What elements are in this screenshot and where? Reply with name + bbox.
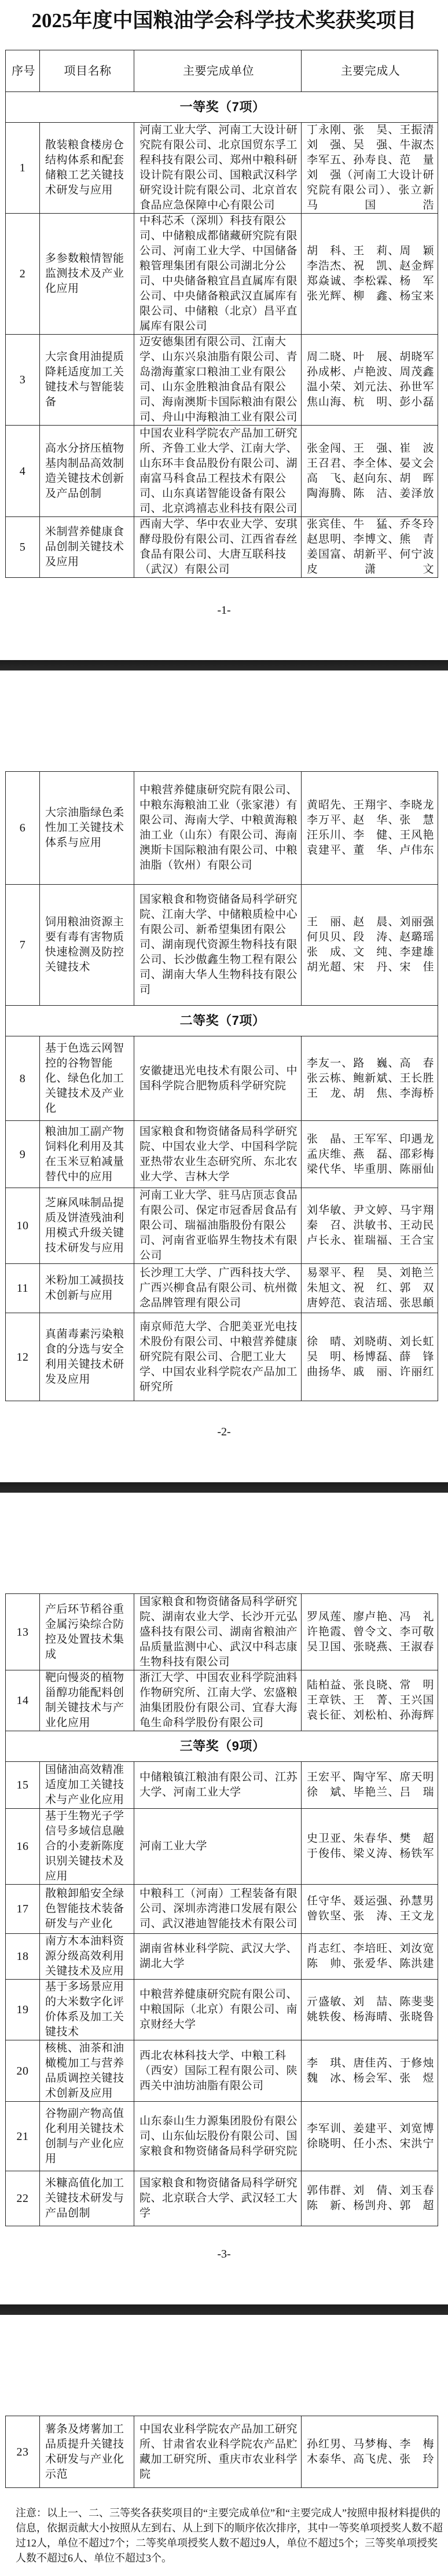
header-project-name: 项目名称 [40,50,134,92]
completing-units: 中储粮镇江粮油有限公司、江苏大学、河南工业大学 [134,1762,302,1809]
people-line: 何贝贝、段 涛、赵璐瑶 [307,931,434,943]
people-line: 任守华、聂运强、孙慧男 [307,1895,434,1907]
people-line: 陈 帅、张爱华、陈洪建 [307,1958,434,1970]
people-line: 许艳霞、曾令文、李可敬 [307,1625,434,1638]
project-name: 核桃、油茶和油橄榄加工与营养品质调控关键技术创新及应用 [40,2040,134,2102]
serial-number: 11 [6,1264,40,1313]
serial-number: 8 [6,1036,40,1121]
project-name: 粮油加工副产物饲料化利用及其在玉米豆粕减量替代中的应用 [40,1121,134,1188]
table-row [6,1885,438,1934]
people-line: 焦山海、杭 明、彭小磊 [307,396,434,408]
document-page-4 [0,2315,448,2576]
completing-people [302,1121,438,1188]
serial-number: 10 [6,1188,40,1264]
table-row [6,1188,438,1264]
completing-people [302,1264,438,1313]
people-line: 张 成、文 纯、李建雄 [307,946,434,958]
project-name: 散装粮食楼房仓结构体系和配套储粮工艺关键技术研发与应用 [40,123,134,214]
header-people: 主要完成人 [302,50,438,92]
project-name: 散粮卸船安全绿色智能技术装备研发与产业化 [40,1885,134,1934]
people-line: 卢长永、崔瑞福、王合宝 [307,1234,434,1247]
completing-units: 河南工业大学 [134,1809,302,1885]
project-name: 靶向慢炎的植物甾醇功能配料创制关键技术与产业化应用 [40,1670,134,1731]
people-line: 吴 明、杨博磊、薛 锋 [307,1350,434,1363]
people-line: 曾钦坚、张 涛、王文龙 [307,1910,434,1922]
people-line: 郑焱诚、李松霖、杨 军 [307,275,434,287]
project-name: 基于色选云网智控的谷物智能化、绿色化加工关键技术及产业化 [40,1036,134,1121]
award-section-heading: 一等奖（7项） [6,92,438,123]
table-row [6,517,438,578]
header-units: 主要完成单位 [134,50,302,92]
people-line: 皮潇文 [307,563,434,576]
award-section-heading: 三等奖（9项） [6,1731,438,1762]
people-line: 刘 强（河南工大设计研 [307,169,434,181]
people-line: 姚轶俊、杨海晴、张晓鲁 [307,2011,434,2023]
serial-number: 3 [6,335,40,426]
completing-people [302,1809,438,1885]
people-line: 究院有限公司）、张立新 [307,184,434,196]
people-line: 唐婷范、袁洁瑶、张思頔 [307,1297,434,1309]
completing-people [302,2416,438,2488]
award-section-heading: 二等奖（7项） [6,1006,438,1036]
people-line: 史卫亚、朱春华、樊 超 [307,1833,434,1845]
completing-people [302,885,438,1006]
people-line: 罗凤莲、廖卢艳、冯 礼 [307,1610,434,1623]
completing-people [302,1980,438,2040]
completing-units: 安徽捷迅光电技术有限公司、中国科学院合肥物质科学研究院 [134,1036,302,1121]
completing-units: 国家粮食和物资储备局科学研究院、江南大学、中储粮质检中心有限公司、新希望集团有限公司、湖南现代资源生物科技有限公司、长沙傲鑫生物工程有限公司、湖南大华人生物科技有限公司 [134,885,302,1006]
completing-units: 西南大学、华中农业大学、安琪酵母股份有限公司、江西省春丝食品有限公司、大唐互联科技（武汉）有限公司 [134,517,302,578]
table-header-row [6,50,438,92]
project-name: 大宗油脂绿色柔性加工关键技术体系与应用 [40,772,134,885]
table-row [6,772,438,885]
people-line: 刘 强、吴 强、牛淑杰 [307,139,434,151]
people-line: 于俊伟、梁义涛、杨铁军 [307,1848,434,1860]
document-page-2 [0,670,448,1482]
page-separator [0,2304,448,2315]
page-separator [0,660,448,670]
people-line: 黄昭先、王翔宇、李晓龙 [307,799,434,811]
project-name: 谷物副产物高值化利用关键技术创制与产业化应用 [40,2102,134,2171]
awards-table [5,2416,438,2488]
page-number: -3- [217,2248,231,2260]
table-row [6,885,438,1006]
completing-people [302,1885,438,1934]
people-line: 张 晶、王军军、印遇龙 [307,1133,434,1145]
people-line: 赵思明、李博文、熊 青 [307,533,434,545]
table-row [6,426,438,517]
serial-number: 18 [6,1934,40,1980]
people-line: 徐 晴、刘晓萌、刘长虹 [307,1335,434,1348]
people-line: 朱旭文、祝 红、郭 双 [307,1282,434,1294]
people-line: 李军五、孙寿良、范 量 [307,154,434,166]
people-line: 汪乐川、李 健、王风艳 [307,829,434,841]
table-row [6,1670,438,1731]
project-name: 米制营养健康食品创制关键技术及应用 [40,517,134,578]
page-number: -1- [217,604,231,617]
people-line: 陆柏益、张良晓、常 明 [307,1679,434,1691]
completing-units: 河南工业大学、河南工大设计研究院有限公司、北京国贸东孚工程科技有限公司、郑州中粮科研设计院有限公司、国粮武汉科学研究设计院有限公司、北京首农食品应急保障中心有限公司 [134,123,302,214]
project-name: 产后环节稻谷重金属污染综合防控及处置技术集成 [40,1594,134,1670]
table-row [6,2102,438,2171]
completing-people [302,772,438,885]
table-row [6,2171,438,2226]
page-number: -2- [217,1426,231,1438]
people-line: 李万平、赵 华、张 慧 [307,814,434,826]
serial-number: 7 [6,885,40,1006]
serial-number: 12 [6,1313,40,1401]
completing-people [302,1762,438,1809]
serial-number: 20 [6,2040,40,2102]
people-line: 王 龙、胡 焦、李海桥 [307,1087,434,1100]
project-name: 多参数粮情智能监测技术及产业化应用 [40,214,134,335]
people-line: 徐晓明、任小杰、宋洪宁 [307,2137,434,2150]
completing-people [302,2102,438,2171]
people-line: 孙红男、马梦梅、李 梅 [307,2438,434,2450]
people-line: 王宏平、陶守军、席天明 [307,1771,434,1783]
completing-units: 国家粮食和物资储备局科学研究院、湖南农业大学、长沙开元弘盛科技有限公司、湖南省粮油产品质量监测中心、武汉中科志康生物科技有限公司 [134,1594,302,1670]
people-line: 秦 召、洪敏书、王动民 [307,1219,434,1232]
project-name: 大宗食用油提质降耗适度加工关键技术与智能装备 [40,335,134,426]
project-name: 高水分挤压植物基肉制品高效制造关键技术创新及产品创制 [40,426,134,517]
people-line: 陶海腾、陈 洁、姜泽放 [307,487,434,500]
table-row [6,2416,438,2488]
people-line: 李浩杰、祝 凯、赵金辉 [307,260,434,272]
completing-units: 南京师范大学、合肥美亚光电技术股份有限公司、中粮营养健康研究院有限公司、合肥工业大学、中国农业科学院农产品加工研究所 [134,1313,302,1401]
award-section-row [6,1006,438,1036]
people-line: 袁长征、刘松柏、孙海辉 [307,1709,434,1721]
serial-number: 4 [6,426,40,517]
people-line: 亓盛敏、刘 喆、陈斐斐 [307,1996,434,2008]
serial-number: 13 [6,1594,40,1670]
people-line: 李 琪、唐佳芮、于修烛 [307,2057,434,2069]
people-line: 王 丽、赵 晨、刘丽强 [307,916,434,928]
people-line: 姜国富、胡新平、何宁波 [307,548,434,560]
completing-people [302,517,438,578]
completing-units: 浙江大学、中国农业科学院油料作物研究所、江南大学、宏盛粮油集团股份有限公司、宜春大海龟生命科学股份有限公司 [134,1670,302,1731]
serial-number: 15 [6,1762,40,1809]
people-line: 郭伟群、刘 倩、刘玉春 [307,2185,434,2197]
award-section-row [6,92,438,123]
people-line: 张光辉、柳 鑫、杨宝来 [307,290,434,302]
completing-units: 国家粮食和物资储备局科学研究院、北京联合大学、武汉轻工大学 [134,2171,302,2226]
table-row [6,1313,438,1401]
project-name: 芝麻风味制品提质及饼渣残油利用模式升级关键技术研发与应用 [40,1188,134,1264]
serial-number: 14 [6,1670,40,1731]
completing-units: 山东泰山生力源集团股份有限公司、山东仙坛股份有限公司、国家粮食和物资储备局科学研究院 [134,2102,302,2171]
serial-number: 5 [6,517,40,578]
project-name: 南方木本油料资源分级高效利用关键技术及应用 [40,1934,134,1980]
table-row [6,1762,438,1809]
completing-people [302,2040,438,2102]
completing-units: 中国农业科学院农产品加工研究所、甘肃省农业科学院农产品贮藏加工研究所、重庆市农业科学院 [134,2416,302,2488]
people-line: 王召君、李全体、晏文会 [307,457,434,470]
people-line: 易翠平、程 昊、刘艳兰 [307,1267,434,1279]
project-name: 饲用粮油资源主要有毒有害物质快速检测及防控关键技术 [40,885,134,1006]
people-line: 张宾佳、牛 猛、乔冬玲 [307,518,434,530]
people-line: 刘华敏、尹文婷、马宇翔 [307,1204,434,1216]
people-line: 张云栋、鲍新斌、王长胜 [307,1072,434,1084]
completing-people [302,426,438,517]
serial-number: 9 [6,1121,40,1188]
header-serial: 序号 [6,50,40,92]
completing-units: 中粮营养健康研究院有限公司、中粮国际（北京）有限公司、南京财经大学 [134,1980,302,2040]
table-row [6,1934,438,1980]
table-row [6,123,438,214]
table-row [6,1264,438,1313]
people-line: 魏 冰、杨会军、张 煜 [307,2072,434,2084]
completing-people [302,1036,438,1121]
completing-people [302,1934,438,1980]
people-line: 李军训、姜建平、刘宽博 [307,2122,434,2135]
serial-number: 19 [6,1980,40,2040]
completing-units: 中粮营养健康研究院有限公司、中粮东海粮油工业（张家港）有限公司、海南大学、中粮黄海粮油工业（山东）有限公司、海南澳斯卡国际粮油有限公司、中粮油脂（钦州）有限公司 [134,772,302,885]
people-line: 温小荣、刘元法、孙世军 [307,381,434,393]
completing-people [302,2171,438,2226]
project-name: 薯条及烤薯加工品质提升关键技术研发与产业化示范 [40,2416,134,2488]
serial-number: 2 [6,214,40,335]
people-line: 徐 斌、毕艳兰、吕 瑞 [307,1786,434,1798]
document-title: 2025年度中国粮油学会科学技术奖获奖项目 [31,9,417,32]
people-line: 丁永刚、张 昊、王振清 [307,124,434,136]
completing-units: 中粮科工（河南）工程装备有限公司、深圳赤湾港口发展有限公司、武汉港迪智能技术有限公司 [134,1885,302,1934]
completing-people [302,1594,438,1670]
page-separator [0,1482,448,1493]
serial-number: 6 [6,772,40,885]
project-name: 基于生物光子学信号多域信息融合的小麦新陈度识别关键技术及应用 [40,1809,134,1885]
completing-units: 西北农林科技大学、中粮工科（西安）国际工程有限公司、陕西关中油坊油脂有限公司 [134,2040,302,2102]
completing-people [302,214,438,335]
people-line: 孟庆维、燕 磊、邵彩梅 [307,1148,434,1160]
people-line: 周二晓、叶 展、胡晓军 [307,351,434,363]
table-row [6,1036,438,1121]
people-line: 曲扬华、戚 丽、许丽红 [307,1365,434,1378]
table-row [6,1594,438,1670]
document-page-1 [0,0,448,660]
project-name: 国储油高效精准适度加工关键技术与产业化应用 [40,1762,134,1809]
people-line: 吴卫国、张晓燕、王淑春 [307,1640,434,1653]
project-name: 米糠高值化加工关键技术研发与产品创制 [40,2171,134,2226]
table-row [6,2040,438,2102]
project-name: 真菌毒素污染粮食的分选与安全利用关键技术研发及应用 [40,1313,134,1401]
project-name: 米粉加工减损技术创新与应用 [40,1264,134,1313]
people-line: 木泰华、高飞虎、张 玲 [307,2453,434,2465]
completing-people [302,335,438,426]
awards-table [5,771,438,1401]
completing-units: 长沙理工大学、广西科技大学、广西兴柳食品有限公司、杭州微念品牌管理有限公司 [134,1264,302,1313]
people-line: 孙成彬、卢艳波、周茂鑫 [307,366,434,378]
people-line: 高 飞、赵向东、胡 晖 [307,472,434,485]
people-line: 张金闯、王 强、崔 波 [307,442,434,455]
completing-units: 中科芯禾（深圳）科技有限公司、中储粮成都储藏研究院有限公司、河南工业大学、中国储备粮管理集团有限公司湖北分公司、中央储备粮宜昌直属库有限公司、中央储备粮武汉直属库有限公司、中储粮（北京）昌平直属库有限公司 [134,214,302,335]
serial-number: 21 [6,2102,40,2171]
completing-units: 迈安德集团有限公司、江南大学、山东兴泉油脂有限公司、青岛渤海董家口粮油工业有限公司、山东金胜粮油食品有限公司、海南澳斯卡国际粮油有限公司、舟山中海粮油工业有限公司 [134,335,302,426]
serial-number: 22 [6,2171,40,2226]
completing-people [302,1670,438,1731]
award-section-row [6,1731,438,1762]
document-page-3 [0,1493,448,2304]
table-row [6,1809,438,1885]
footnote: 注意：以上一、二、三等奖各获奖项目的“主要完成单位”和“主要完成人”按照申报材料提供的信息，依据贡献大小按照从左到右、从上到下的顺序依次排序，其中一等奖单项授奖人数不超过12人，单位不超过7个；二等奖单项授奖人数不超过9人，单位不超过5个；三等奖单项授奖人数不超过6人、单位不超过3个。 [16,2507,443,2564]
completing-units: 湖南省林业科学院、武汉大学、湖北大学 [134,1934,302,1980]
serial-number: 17 [6,1885,40,1934]
serial-number: 23 [6,2416,40,2488]
people-line: 肖志红、李培旺、刘汝宽 [307,1943,434,1955]
completing-people [302,123,438,214]
table-row [6,1980,438,2040]
completing-units: 国家粮食和物资储备局科学研究院、中国农业大学、中国科学院亚热带农业生态研究所、东北农业大学、吉林大学 [134,1121,302,1188]
serial-number: 16 [6,1809,40,1885]
people-line: 梁代华、毕重朋、陈丽仙 [307,1163,434,1175]
people-line: 马国浩 [307,199,434,211]
people-line: 胡 科、王 莉、周 颖 [307,245,434,257]
table-row [6,335,438,426]
completing-people [302,1313,438,1401]
completing-people [302,1188,438,1264]
table-row [6,1121,438,1188]
people-line: 李友一、路 巍、高 春 [307,1057,434,1069]
completing-units: 中国农业科学院农产品加工研究所、齐鲁工业大学、江南大学、山东环丰食品股份有限公司、湖南富马科食品工程技术有限公司、山东真诺智能设备有限公司、北京鸿禧志业科技有限公司 [134,426,302,517]
awards-table [5,1593,438,2226]
people-line: 胡光超、宋 丹、宋 佳 [307,961,434,973]
completing-units: 河南工业大学、驻马店顶志食品有限公司、保定市冠香居食品有限公司、瑞福油脂股份有限公司、河南省亚临界生物技术有限公司 [134,1188,302,1264]
project-name: 基于多场景应用的大米数字化评价体系及加工关键技术 [40,1980,134,2040]
awards-table [5,50,438,578]
serial-number: 1 [6,123,40,214]
table-row [6,214,438,335]
people-line: 王章铁、王 菁、王兴国 [307,1694,434,1706]
people-line: 陈 新、杨剀舟、郭 超 [307,2200,434,2212]
people-line: 袁建平、董 华、卢伟东 [307,844,434,856]
